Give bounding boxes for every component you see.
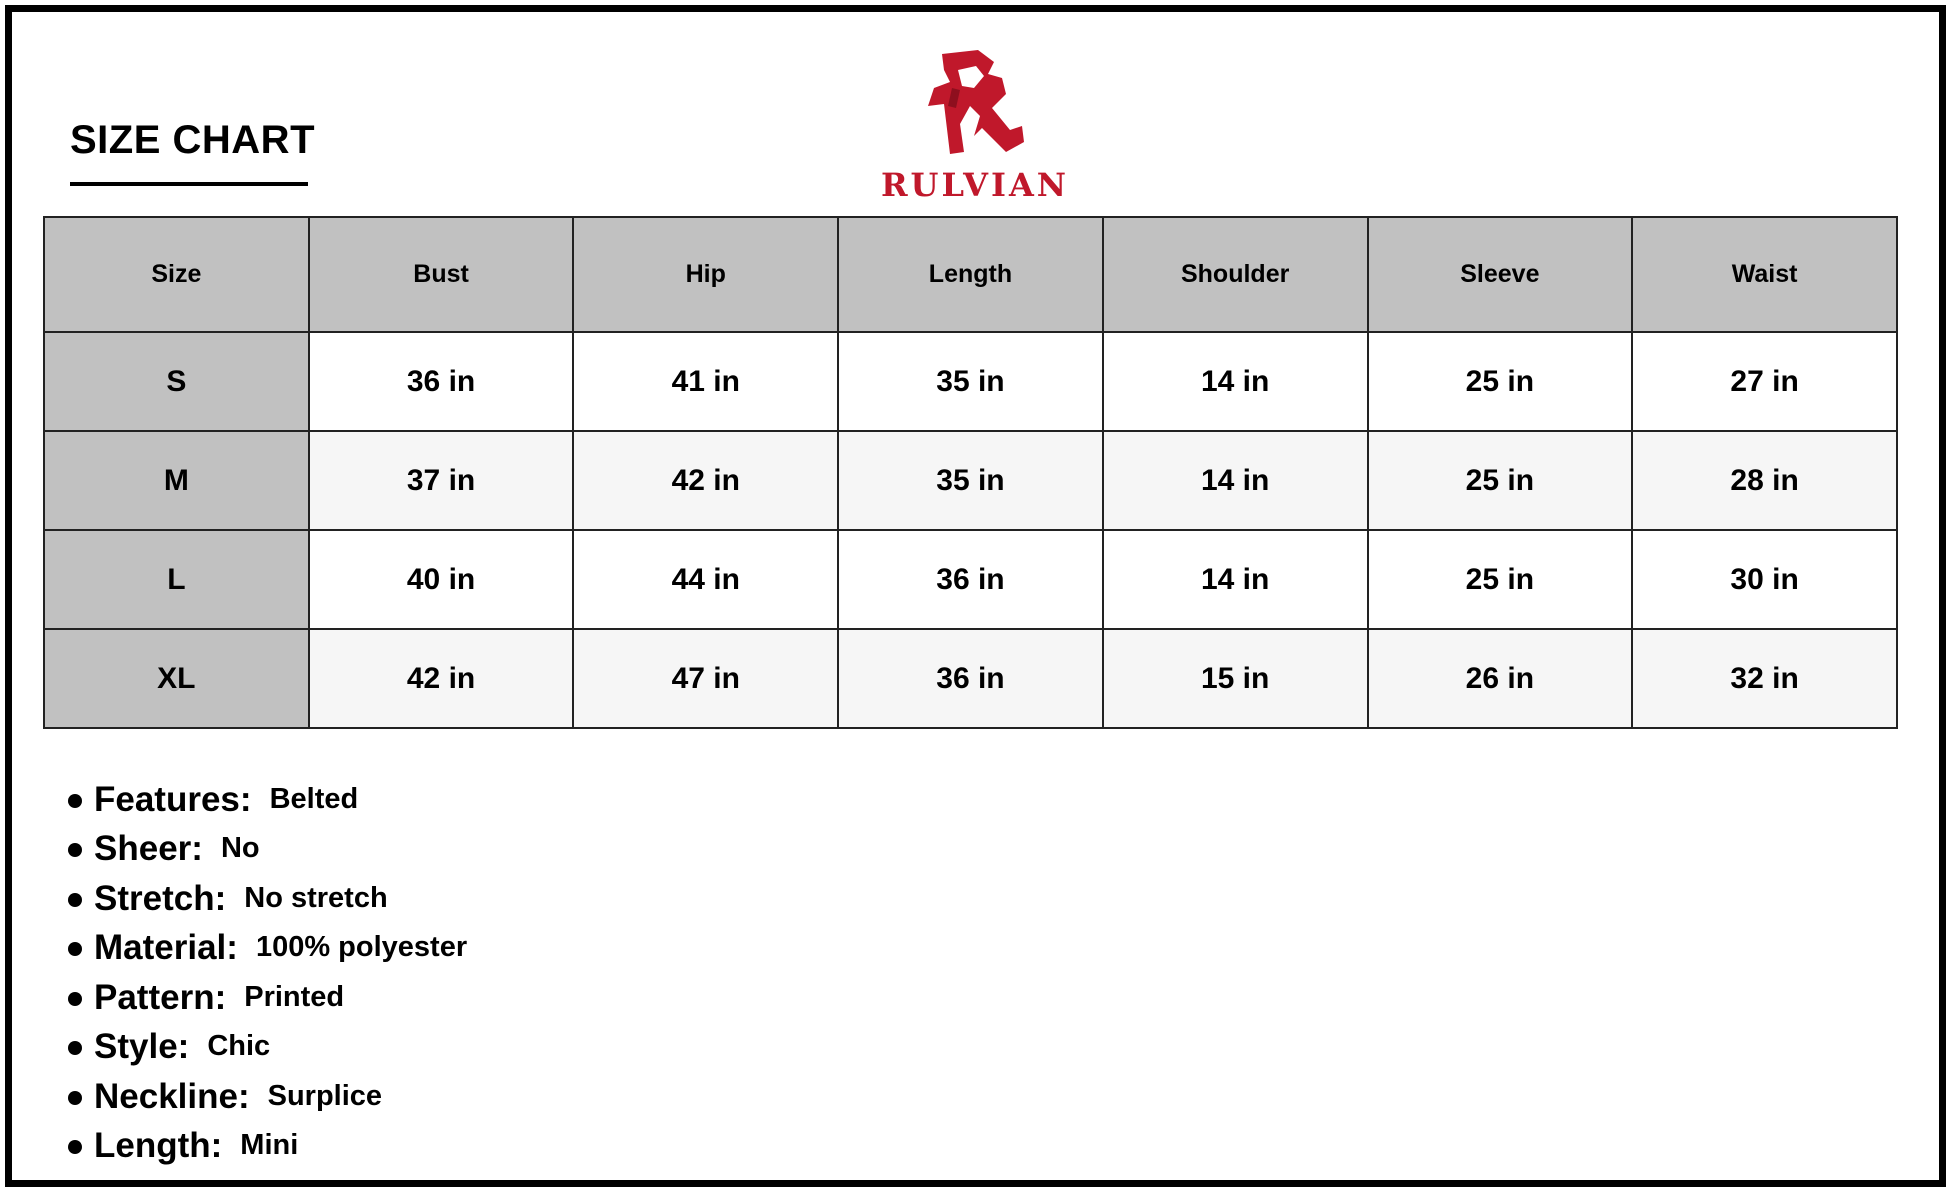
feature-value: Chic [207,1030,271,1062]
feature-label: Features: [94,779,252,819]
feature-item [68,1067,467,1117]
bullet-icon [68,992,82,1006]
measurement-cell: 14 in [1103,431,1368,530]
table-header-row [44,217,1897,332]
column-header-bust: Bust [309,217,574,332]
feature-item [68,919,467,969]
size-cell: M [44,431,309,530]
feature-value: No [220,832,260,864]
bullet-icon [68,942,82,956]
feature-value: Mini [240,1129,299,1161]
feature-list [68,770,467,1166]
table-row [44,431,1897,530]
feature-item [68,770,467,820]
measurement-cell: 36 in [309,332,574,431]
feature-label: Material: [94,928,238,967]
measurement-cell: 28 in [1632,431,1897,530]
feature-item [68,1117,467,1167]
bullet-icon [68,1140,82,1154]
size-cell: XL [44,629,309,728]
brand-name: RULVIAN [880,166,1070,204]
measurement-cell: 30 in [1632,530,1897,629]
feature-item [68,820,467,870]
column-header-length: Length [838,217,1103,332]
feature-label: Stretch: [94,878,227,918]
column-header-hip: Hip [573,217,838,332]
bullet-icon [68,1041,82,1055]
feature-value: No stretch [244,881,388,914]
column-header-size: Size [44,217,309,332]
size-cell: S [44,332,309,431]
size-table [43,216,1898,729]
measurement-cell: 35 in [838,332,1103,431]
measurement-cell: 35 in [838,431,1103,530]
measurement-cell: 27 in [1632,332,1897,431]
title-underline [70,182,308,186]
measurement-cell: 26 in [1368,629,1633,728]
feature-label: Length: [94,1126,223,1165]
measurement-cell: 36 in [838,629,1103,728]
table-row [44,629,1897,728]
feature-label: Neckline: [94,1076,250,1116]
measurement-cell: 37 in [309,431,574,530]
table-row [44,530,1897,629]
bullet-icon [68,893,82,907]
table-row [44,332,1897,431]
feature-item [68,968,467,1018]
bullet-icon [68,843,82,857]
bullet-icon [68,1091,82,1105]
measurement-cell: 47 in [573,629,838,728]
bullet-icon [68,794,82,808]
feature-value: Printed [244,980,345,1013]
feature-item [68,1018,467,1068]
measurement-cell: 40 in [309,530,574,629]
size-cell: L [44,530,309,629]
feature-label: Style: [94,1027,190,1066]
feature-value: Surplice [267,1079,383,1112]
measurement-cell: 14 in [1103,530,1368,629]
measurement-cell: 14 in [1103,332,1368,431]
page-title: SIZE CHART [70,118,315,162]
brand-logo [870,48,1080,208]
feature-label: Sheer: [94,829,203,868]
measurement-cell: 42 in [309,629,574,728]
measurement-cell: 32 in [1632,629,1897,728]
measurement-cell: 25 in [1368,332,1633,431]
measurement-cell: 42 in [573,431,838,530]
column-header-waist: Waist [1632,217,1897,332]
column-header-shoulder: Shoulder [1103,217,1368,332]
column-header-sleeve: Sleeve [1368,217,1633,332]
measurement-cell: 15 in [1103,629,1368,728]
measurement-cell: 25 in [1368,530,1633,629]
feature-item [68,869,467,919]
measurement-cell: 44 in [573,530,838,629]
logo-r-icon [920,48,1030,160]
feature-label: Pattern: [94,977,227,1017]
feature-value: Belted [269,782,359,815]
measurement-cell: 41 in [573,332,838,431]
measurement-cell: 36 in [838,530,1103,629]
measurement-cell: 25 in [1368,431,1633,530]
feature-value: 100% polyester [255,931,468,963]
